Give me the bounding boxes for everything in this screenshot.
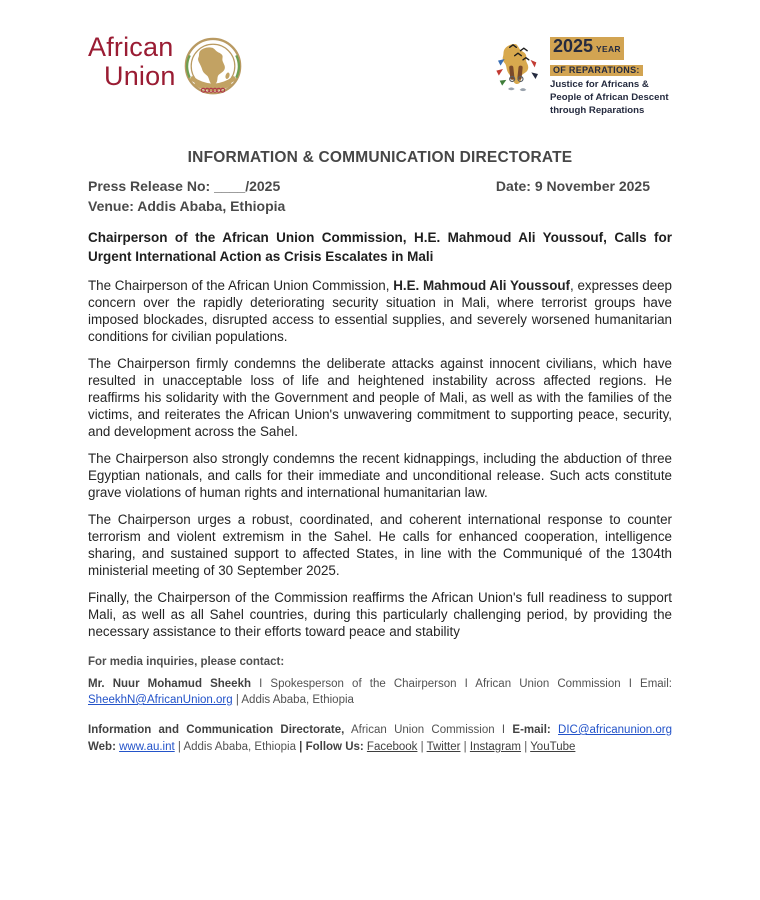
p1-after: , expresses deep concern over the rapidly deteriorating security situation in Mali, where terrorist groups have imposed blockades, disrupted access to essential supplies, and severely worsened humanitarian conditions for civilian populations. — [88, 278, 673, 344]
footer-address: | Addis Ababa, Ethiopia — [174, 741, 300, 753]
twitter-link[interactable]: Twitter — [426, 741, 461, 753]
media-inquiries-heading: For media inquiries, please contact: — [88, 656, 285, 668]
spokesperson-email-link[interactable]: SheekhN@AfricanUnion.org — [88, 694, 233, 706]
au-word-african: African — [88, 32, 174, 62]
directorate-name-bold: Information and Communication Directorate, — [88, 724, 345, 736]
follow-us-label: | Follow Us: — [299, 741, 367, 753]
meta-block — [88, 176, 672, 216]
contact-line1-rest: I Spokesperson of the Chairperson I African Union Commission I Email: — [251, 678, 672, 690]
reparations-year — [550, 37, 624, 60]
year-2025: 2025 — [553, 36, 594, 56]
paragraph-3: The Chairperson also strongly condemns the recent kidnappings, including the abduction of three Egyptian nationals, and calls for their immediate and unconditional release. Such acts constitute grave violations of human rights and international humanitarian law. — [88, 451, 672, 500]
email-label: E-mail: — [512, 724, 559, 736]
reparations-text-block — [550, 37, 672, 116]
social-separator: | — [417, 741, 427, 753]
body-text — [88, 277, 672, 640]
au-emblem-icon — [182, 33, 244, 108]
paragraph-4: The Chairperson urges a robust, coordinated, and coherent international response to counter terrorism and violent extremism in the Sahel. He calls for enhanced cooperation, intelligence sharing, and sustained support to affected States, in line with the Communiqué of the 1304th ministerial meeting of 30 September 2025. — [88, 512, 672, 578]
youtube-link[interactable]: YouTube — [530, 741, 576, 753]
paragraph-1 — [88, 277, 672, 345]
paragraph-2: The Chairperson firmly condemns the deliberate attacks against innocent civilians, which have resulted in unacceptable loss of life and heightened instability across affected regions. He reaffirms his solidarity with the Government and people of Mali, as well as with the families of the victims, and reiterates the African Union's unwavering commitment to supporting peace, security, and development across the Sahel. — [88, 356, 672, 439]
reparations-tagline-1: Justice for Africans & — [550, 79, 649, 90]
footer-block — [88, 722, 672, 756]
header — [88, 0, 672, 116]
reparations-emblem-icon — [493, 37, 543, 106]
african-union-logo — [88, 33, 244, 108]
contact-block — [88, 676, 672, 708]
website-link[interactable]: www.au.int — [119, 741, 175, 753]
directorate-email-link[interactable]: DIC@africanunion.org — [558, 724, 672, 736]
spokesperson-name: Mr. Nuur Mohamud Sheekh — [88, 678, 251, 690]
instagram-link[interactable]: Instagram — [469, 741, 522, 753]
web-label: Web: — [88, 741, 120, 753]
reparations-tagline-2: People of African Descent — [550, 91, 669, 103]
paragraph-5: Finally, the Chairperson of the Commission reaffirms the African Union's full readiness to support Mali, as well as all Sahel countries, during this particularly challenging period, by providing the necessary assistance to their efforts toward peace and stability — [88, 590, 672, 639]
year-of-reparations-logo — [493, 37, 672, 116]
reparations-tagline-3: through Reparations — [550, 104, 645, 116]
release-date: Date: 9 November 2025 — [495, 178, 650, 194]
headline: Chairperson of the African Union Commission, H.E. Mahmoud Ali Youssouf, Calls for Urgent International Action as Crisis Escalates in Mali — [88, 230, 672, 264]
facebook-link[interactable]: Facebook — [366, 741, 418, 753]
contact-line2-rest: | Addis Ababa, Ethiopia — [232, 694, 354, 706]
p1-before: The Chairperson of the African Union Commission, — [88, 278, 394, 293]
social-separator: | — [460, 741, 470, 753]
chairperson-name-bold: H.E. Mahmoud Ali Youssouf — [393, 278, 571, 293]
au-word-union: Union — [104, 61, 176, 91]
footer-commission-text: African Union Commission I — [344, 724, 513, 736]
african-union-wordmark — [88, 33, 176, 91]
of-reparations-label: OF REPARATIONS: — [550, 65, 643, 76]
press-release-number: Press Release No: ____/2025 — [88, 178, 281, 194]
directorate-title: INFORMATION & COMMUNICATION DIRECTORATE — [187, 149, 573, 166]
venue: Venue: Addis Ababa, Ethiopia — [88, 198, 286, 214]
social-separator: | — [521, 741, 531, 753]
year-word: YEAR — [596, 44, 621, 54]
